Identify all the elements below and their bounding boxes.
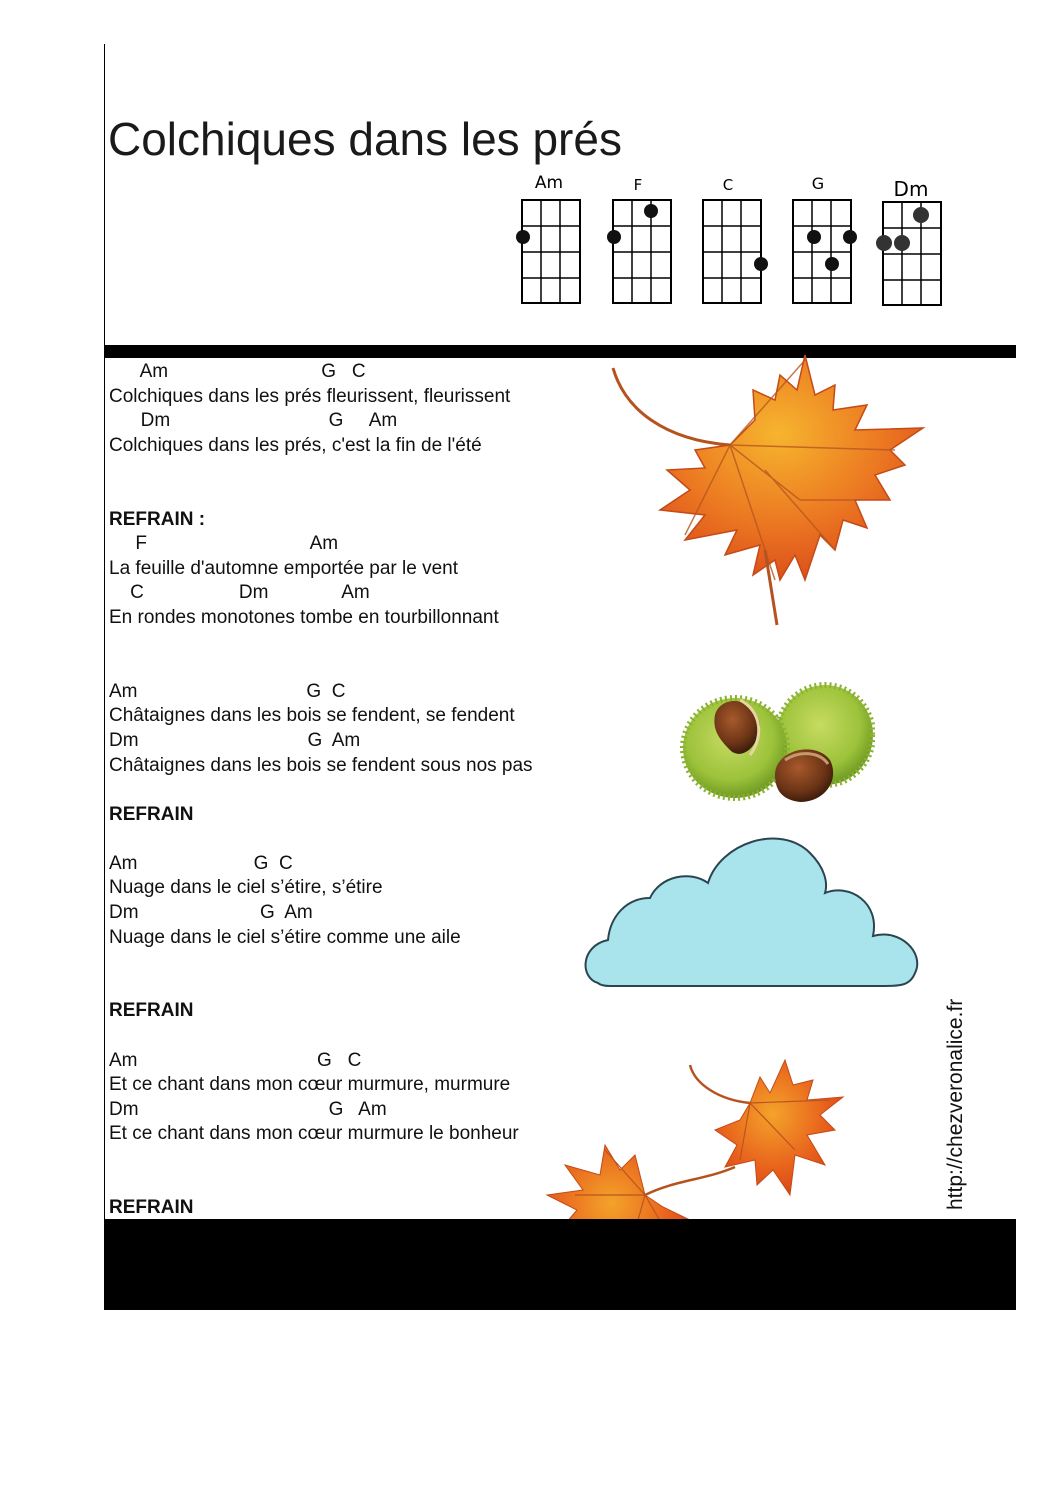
- chord-c: [703, 176, 768, 303]
- lyric-line: La feuille d'automne emportée par le vent: [109, 557, 459, 579]
- lyric-line: En rondes monotones tombe en tourbillonnant: [109, 606, 499, 628]
- lyric-line: [109, 655, 629, 680]
- lyric-line: Nuage dans le ciel s’étire, s’étire: [109, 877, 383, 899]
- chord-diagrams-svg: [510, 170, 950, 310]
- lyric-line: Et ce chant dans mon cœur murmure le bonheur: [109, 1123, 519, 1145]
- lyric-line: Am G C: [109, 1049, 362, 1071]
- lyric-line: Dm G Am: [109, 1098, 387, 1120]
- chord-label-f: F: [633, 176, 643, 194]
- lyric-line: [109, 827, 629, 852]
- chord-label-am: Am: [534, 173, 564, 193]
- song-title: Colchiques dans les prés: [108, 113, 622, 165]
- chord-diagrams: [510, 170, 950, 310]
- lyric-line: C Dm Am: [109, 582, 370, 604]
- chord-f: [607, 176, 671, 303]
- refrain-label: REFRAIN: [109, 1197, 194, 1219]
- lyric-line: [109, 950, 629, 975]
- lyric-line: F Am: [109, 533, 339, 555]
- lyric-line: Am G C: [109, 361, 366, 382]
- lyric-line: [109, 1024, 629, 1049]
- margin-rule: [104, 44, 105, 1310]
- refrain-label: REFRAIN: [109, 1000, 194, 1022]
- lyric-line: [109, 975, 629, 1000]
- chord-label-c: C: [722, 176, 734, 194]
- lyric-line: Dm G Am: [109, 729, 361, 751]
- refrain-label: REFRAIN :: [109, 508, 206, 530]
- lyric-line: Dm G Am: [109, 902, 313, 924]
- lyric-line: Am G C: [109, 680, 346, 702]
- lyric-line: Colchiques dans les prés fleurissent, fleurissent: [109, 385, 511, 407]
- lyric-line: Colchiques dans les prés, c'est la fin de l'été: [109, 434, 482, 456]
- lyric-line: [109, 778, 629, 803]
- chord-am: [516, 173, 580, 303]
- lyric-line: [109, 458, 629, 483]
- chord-g: [793, 174, 857, 303]
- lyric-line: [109, 483, 629, 508]
- website-credit: http://chezveronalice.fr: [944, 998, 967, 1210]
- chord-dm: [876, 177, 941, 305]
- lyric-line: Châtaignes dans les bois se fendent, se fendent: [109, 705, 515, 727]
- chestnuts-illustration: [680, 680, 875, 810]
- cloud-illustration: [580, 828, 925, 988]
- chord-label-g: G: [811, 174, 825, 193]
- refrain-label: REFRAIN: [109, 803, 194, 825]
- chord-label-dm: Dm: [893, 177, 929, 201]
- lyric-line: Châtaignes dans les bois se fendent sous nos pas: [109, 754, 533, 776]
- lyric-line: Nuage dans le ciel s’étire comme une aile: [109, 926, 461, 948]
- lyric-line: Et ce chant dans mon cœur murmure, murmure: [109, 1074, 511, 1096]
- maple-leaf-large-illustration: [605, 350, 930, 635]
- lyric-line: Dm G Am: [109, 410, 398, 432]
- bottom-footer-bar: [104, 1219, 1016, 1310]
- lyric-line: Am G C: [109, 852, 293, 874]
- lyric-line: [109, 631, 629, 656]
